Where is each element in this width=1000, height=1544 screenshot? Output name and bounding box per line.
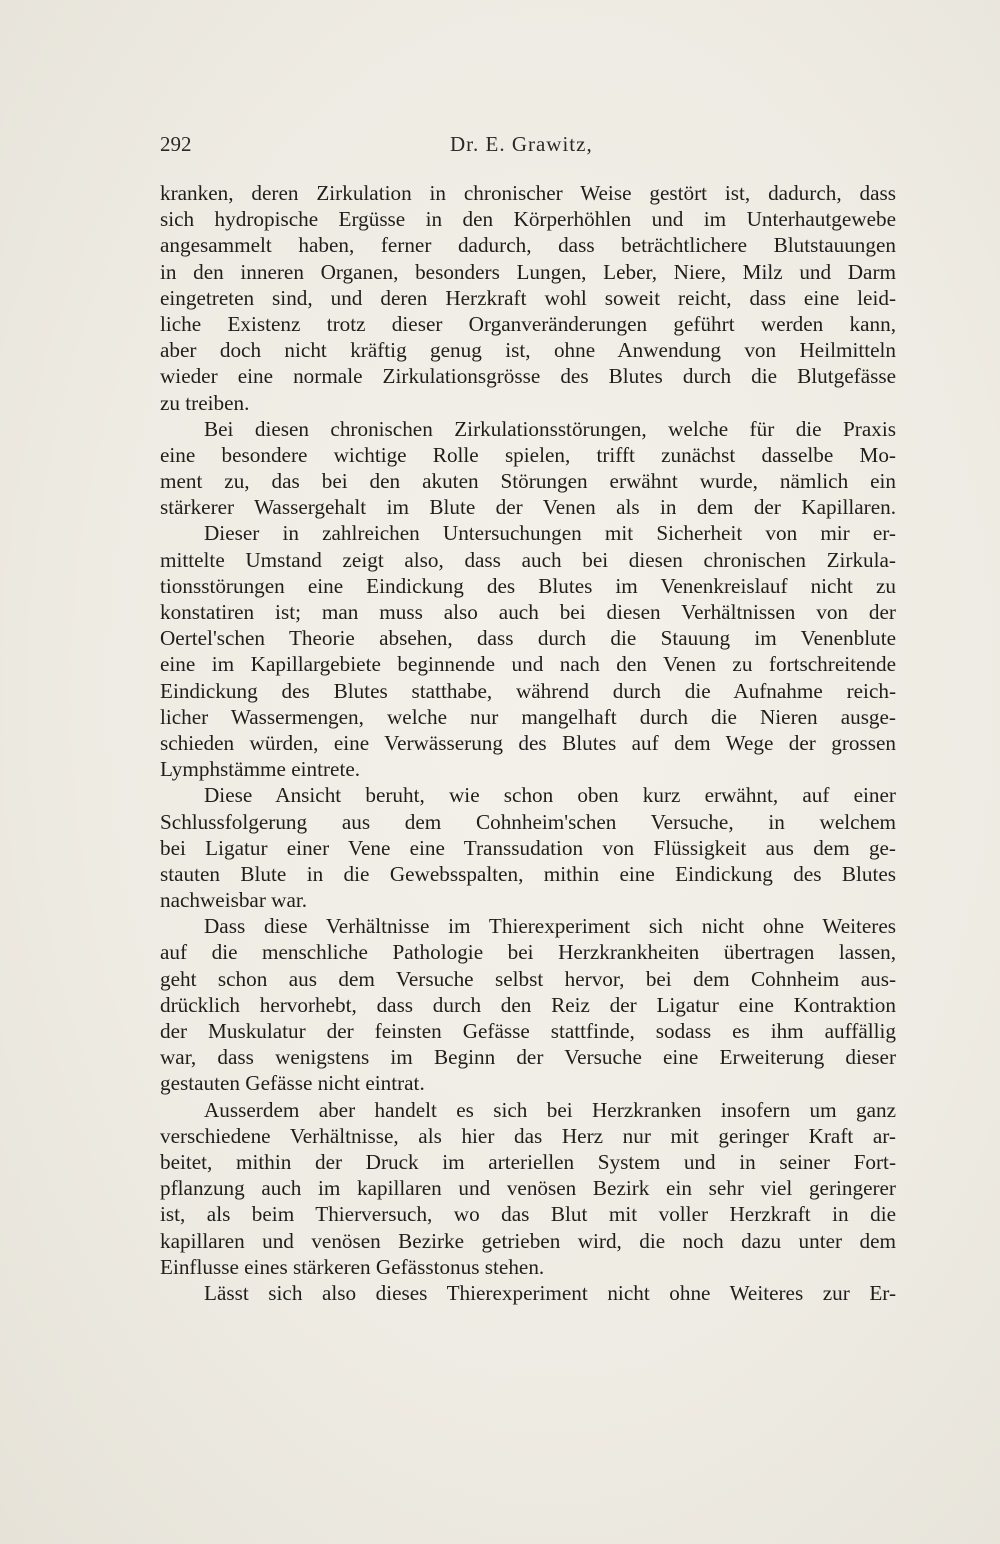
- text-line: ment zu, das bei den akuten Störungen erwähnt wurde, nämlich ein: [160, 469, 896, 494]
- text-line: angesammelt haben, ferner dadurch, dass beträchtlichere Blutstauungen: [160, 233, 896, 258]
- paragraph: [160, 1280, 896, 1306]
- text-line: eingetreten sind, und deren Herzkraft wohl soweit reicht, dass eine leid-: [160, 285, 896, 310]
- text-line: liche Existenz trotz dieser Organveränderungen geführt werden kann,: [160, 311, 896, 336]
- paragraph: [160, 520, 896, 782]
- text-line: Schlussfolgerung aus dem Cohnheim'schen Versuche, in welchem: [160, 809, 896, 834]
- text-line: beitet, mithin der Druck im arteriellen System und in seiner Fort-: [160, 1149, 896, 1174]
- text-line: mittelte Umstand zeigt also, dass auch bei diesen chronischen Zirkula-: [160, 547, 896, 572]
- body-text: [160, 180, 896, 1306]
- text-line: Dieser in zahlreichen Untersuchungen mit Sicherheit von mir er-: [204, 521, 896, 546]
- text-line: nachweisbar war.: [160, 888, 308, 913]
- text-line: Dass diese Verhältnisse im Thierexperiment sich nicht ohne Weiteres: [204, 914, 896, 939]
- text-line: Eindickung des Blutes statthabe, während durch die Aufnahme reich-: [160, 678, 896, 703]
- text-line: Oertel'schen Theorie absehen, dass durch die Stauung im Venenblute: [160, 626, 896, 651]
- page-header: [160, 132, 900, 166]
- text-line: stärkerer Wassergehalt im Blute der Venen als in dem der Kapillaren.: [160, 495, 896, 520]
- text-line: pflanzung auch im kapillaren und venösen Bezirk ein sehr viel geringerer: [160, 1176, 896, 1201]
- text-line: eine besondere wichtige Rolle spielen, trifft zunächst dasselbe Mo-: [160, 442, 896, 467]
- text-line: schieden würden, eine Verwässerung des Blutes auf dem Wege der grossen: [160, 730, 896, 755]
- text-line: zu treiben.: [160, 390, 250, 415]
- text-line: Einflusse eines stärkeren Gefässtonus stehen.: [160, 1254, 545, 1279]
- text-line: der Muskulatur der feinsten Gefässe stattfinde, sodass es ihm auffällig: [160, 1019, 896, 1043]
- text-line: ist, als beim Thierversuch, wo das Blut mit voller Herzkraft in die: [160, 1202, 896, 1227]
- text-line: in den inneren Organen, besonders Lungen, Leber, Niere, Milz und Darm: [160, 259, 896, 284]
- text-line: geht schon aus dem Versuche selbst hervor, bei dem Cohnheim aus-: [160, 966, 896, 991]
- text-line: tionsstörungen eine Eindickung des Blutes im Venenkreislauf nicht zu: [160, 573, 896, 598]
- text-line: konstatiren ist; man muss also auch bei diesen Verhältnissen von der: [160, 600, 896, 624]
- text-line: wieder eine normale Zirkulationsgrösse des Blutes durch die Blutgefässe: [160, 364, 896, 389]
- text-line: licher Wassermengen, welche nur mangelhaft durch die Nieren ausge-: [160, 704, 896, 729]
- paragraph: [160, 416, 896, 521]
- text-line: Lymphstämme eintrete.: [160, 757, 361, 782]
- text-line: auf die menschliche Pathologie bei Herzkrankheiten übertragen lassen,: [160, 940, 896, 965]
- text-line: eine im Kapillargebiete beginnende und nach den Venen zu fortschreitende: [160, 652, 896, 677]
- text-line: verschiedene Verhältnisse, als hier das Herz nur mit geringer Kraft ar-: [160, 1123, 896, 1148]
- text-line: Diese Ansicht beruht, wie schon oben kurz erwähnt, auf einer: [204, 783, 896, 808]
- running-head: Dr. E. Grawitz,: [450, 132, 593, 156]
- paragraph: [160, 180, 896, 416]
- text-line: bei Ligatur einer Vene eine Transsudation von Flüssigkeit aus dem ge-: [160, 835, 896, 860]
- text-line: aber doch nicht kräftig genug ist, ohne Anwendung von Heilmitteln: [160, 338, 896, 363]
- text-line: Ausserdem aber handelt es sich bei Herzkranken insofern um ganz: [204, 1097, 896, 1122]
- page-number: 292: [160, 132, 192, 156]
- text-line: kapillaren und venösen Bezirke getrieben wird, die noch dazu unter dem: [160, 1228, 896, 1253]
- text-line: kranken, deren Zirkulation in chronischer Weise gestört ist, dadurch, dass: [160, 181, 896, 205]
- text-line: gestauten Gefässe nicht eintrat.: [160, 1071, 425, 1096]
- text-line: Lässt sich also dieses Thierexperiment nicht ohne Weiteres zur Er-: [204, 1280, 896, 1305]
- text-line: sich hydropische Ergüsse in den Körperhöhlen und im Unterhautgewebe: [160, 207, 896, 232]
- text-line: war, dass wenigstens im Beginn der Versuche eine Erweiterung dieser: [160, 1045, 896, 1070]
- text-line: Bei diesen chronischen Zirkulationsstörungen, welche für die Praxis: [204, 416, 896, 441]
- text-line: drücklich hervorhebt, dass durch den Reiz der Ligatur eine Kontraktion: [160, 992, 896, 1017]
- paragraph: [160, 1097, 896, 1280]
- text-line: stauten Blute in die Gewebsspalten, mithin eine Eindickung des Blutes: [160, 861, 896, 886]
- paragraph: [160, 782, 896, 913]
- paragraph: [160, 913, 896, 1096]
